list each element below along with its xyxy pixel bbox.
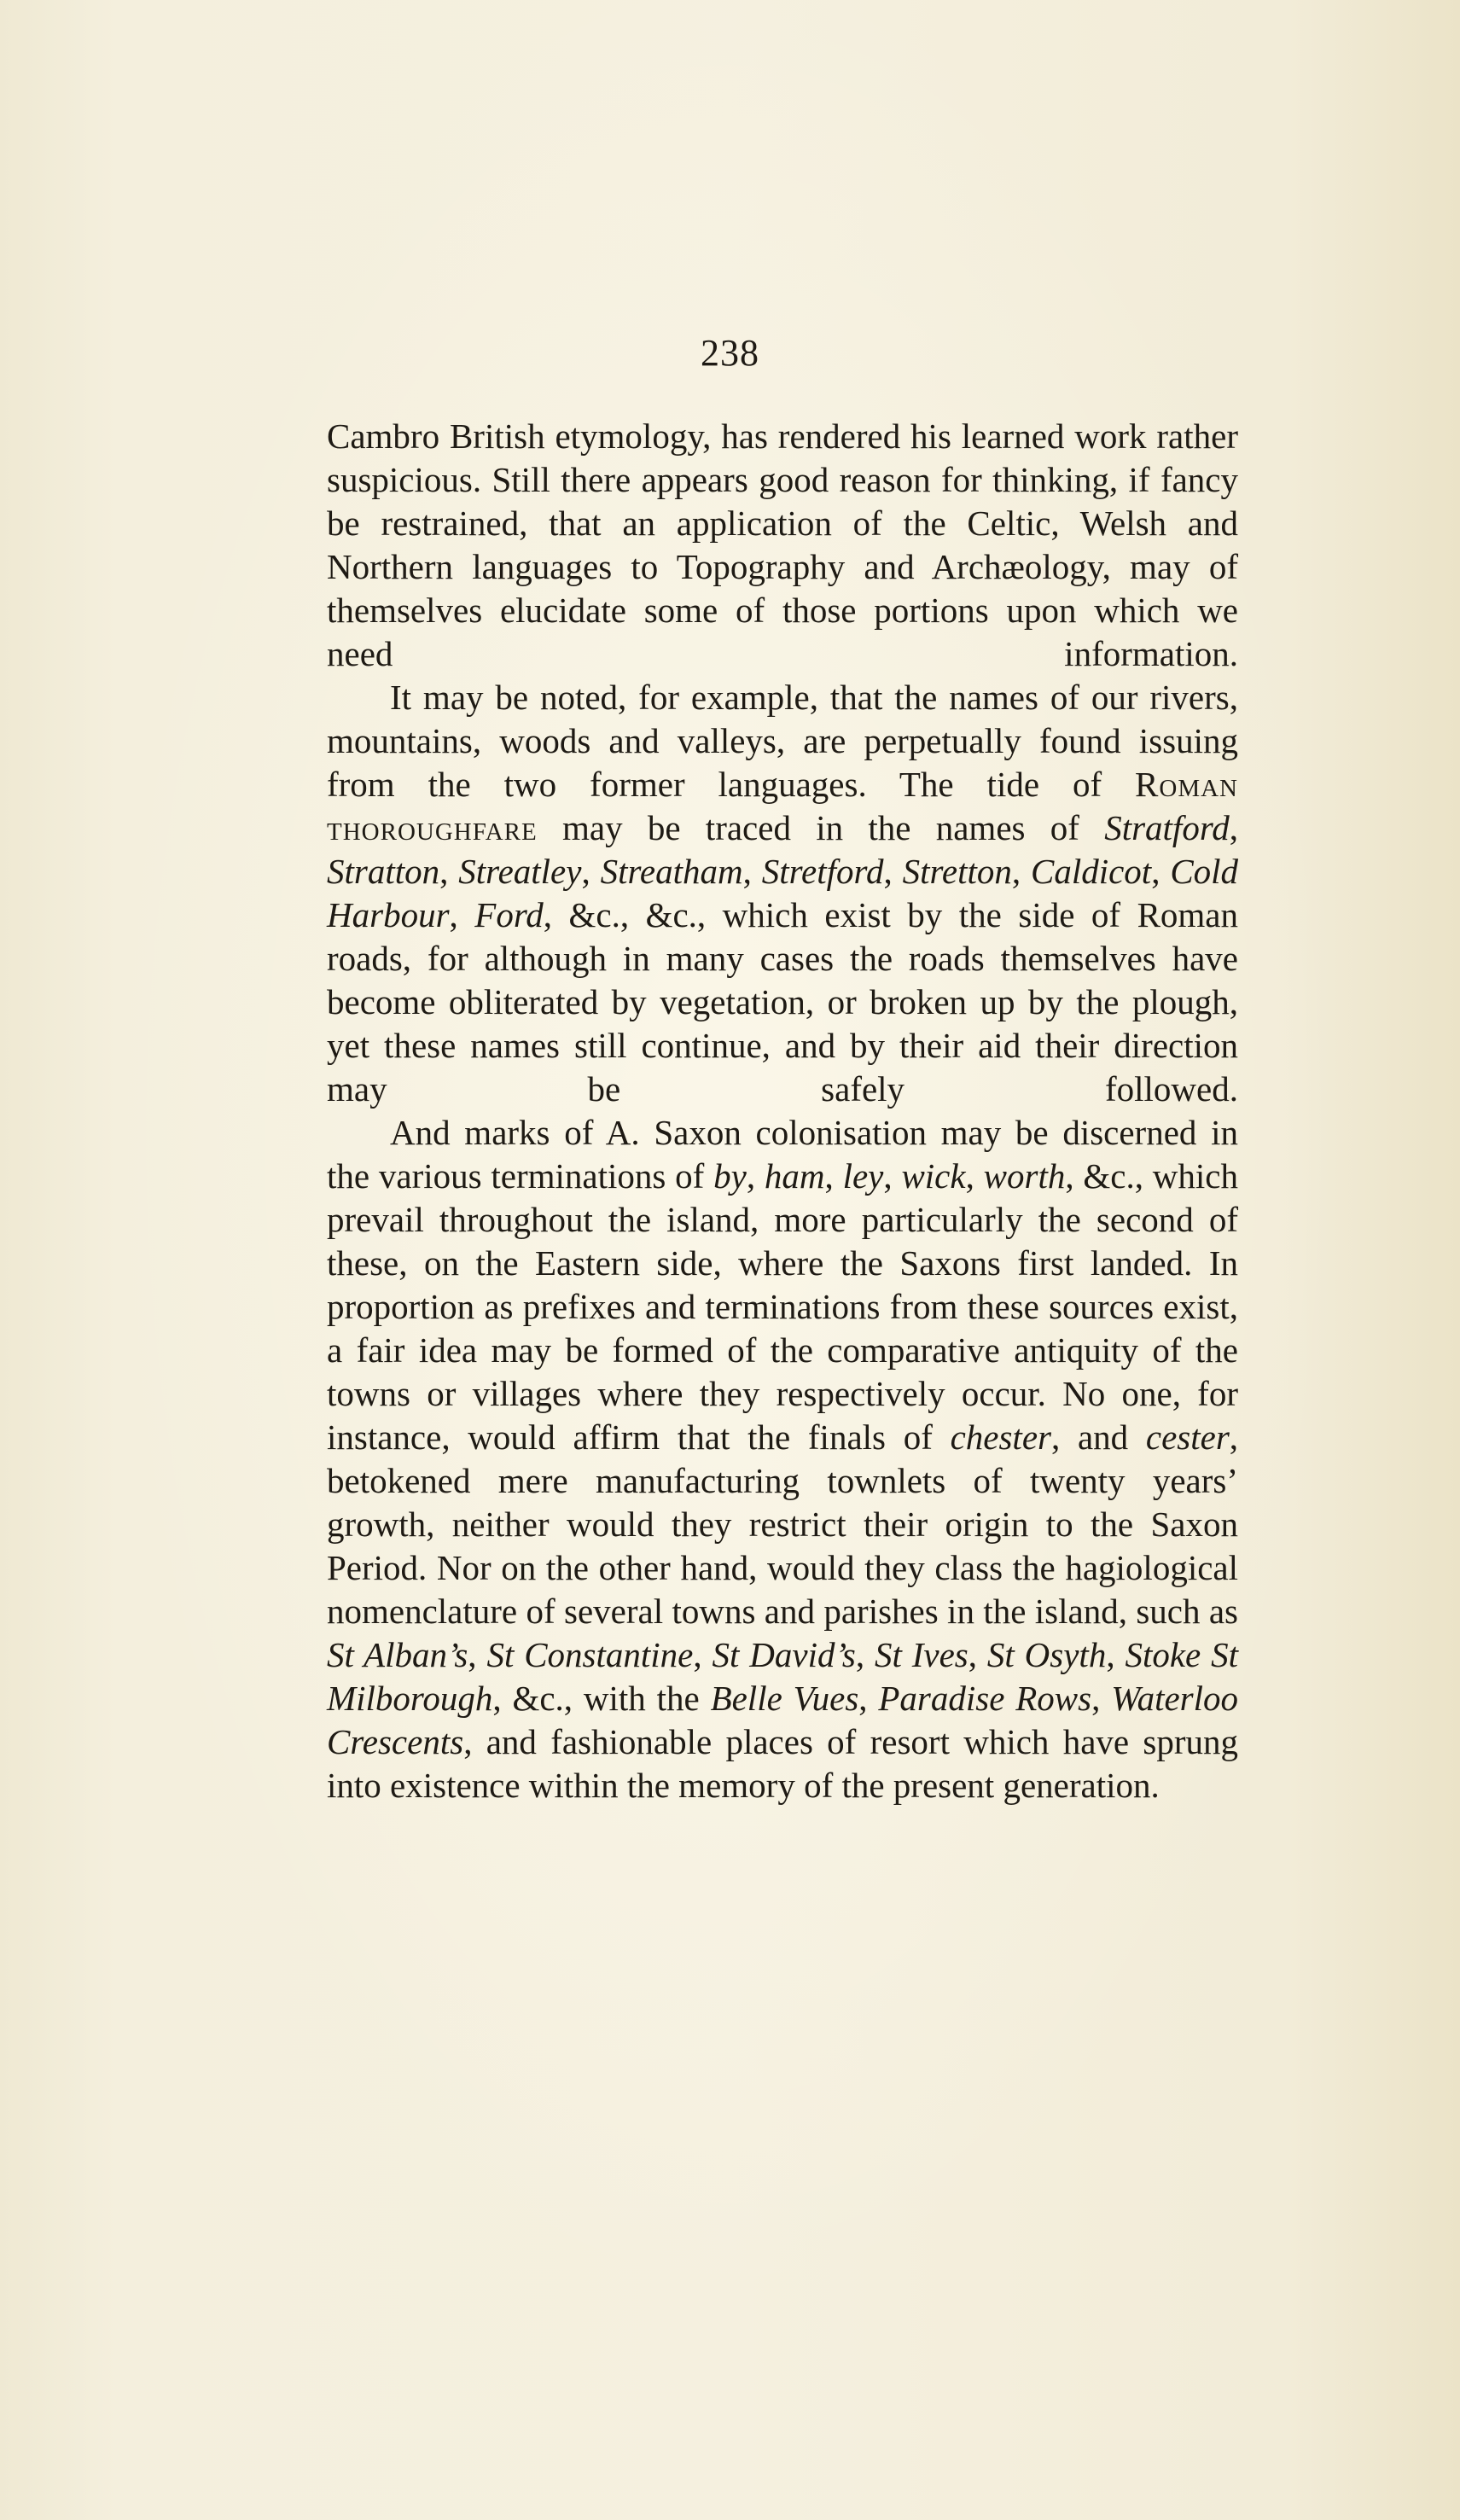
paragraph-3-text-c: betokened mere manufacturing townlets of twenty years’ growth, neither would they restrict their origin to the Saxon Period. Nor on the other hand, would they class the hagiological nomenclature of several towns and parishes in the island, such as [327, 1461, 1238, 1631]
saint-name-italic: St Osyth [986, 1635, 1107, 1674]
paragraph-2-text-b: may be traced in the names of [561, 808, 1079, 847]
paragraph-3: And marks of A. Saxon colonisation may be discerned in the various terminations of by, ham, ley, wick, worth, &c., which prevail throughout the island, more particularly the second of these, on the Eastern side, where the Saxons first landed. In proportion as prefixes and terminations from these sources exist, a fair idea may be formed of the comparative antiquity of the towns or villages where they respectively occur. No one, for instance, would affirm that the finals of chester, and cester, betokened mere manufacturing townlets of twenty years’ growth, neither would they restrict their origin to the Saxon Period. Nor on the other hand, would they class the hagiological nomenclature of several towns and parishes in the island, such as St Alban’s, St Constantine, St David’s, St Ives, St Osyth, Stoke St Milborough, &c., with the Belle Vues, Paradise Rows, Waterloo Crescents, and fashionable places of resort which have sprung into existence within the memory of the present generation. [327, 1113, 1239, 1805]
place-name-italic: Cold Harbour [327, 852, 1239, 934]
place-name-italic: Ford [474, 895, 544, 934]
modern-name-italic: Belle Vues [710, 1679, 859, 1718]
saint-name-italic: St Constantine [486, 1635, 694, 1674]
place-name-italic: Stratford [1104, 808, 1230, 847]
paragraph-3-text-e: and fashionable places of resort which have sprung into existence within the memory of the present generation. [327, 1722, 1238, 1805]
modern-name-italic: Paradise Rows [878, 1679, 1092, 1718]
saint-name-italic: St David’s [712, 1635, 856, 1674]
cester-italic: cester [1145, 1417, 1230, 1457]
termination-italic: by [713, 1156, 747, 1196]
place-name-italic: Stretton [902, 852, 1012, 891]
termination-italic: ham [764, 1156, 825, 1196]
place-name-italic: Caldicot [1030, 852, 1152, 891]
termination-italic: wick [901, 1156, 966, 1196]
termination-italic: ley [842, 1156, 884, 1196]
paragraph-1-text: Cambro British etymology, has rendered his learned work rather suspicious. Still there appears good reason for thinking, if fancy be restrained, that an application of the Celtic, Welsh and Northern languages to Topography and Archæology, may of themselves elucidate some of those portions upon which we need information. [327, 416, 1238, 673]
saint-name-italic: St Ives [874, 1635, 968, 1674]
body-text [327, 415, 1238, 1807]
modern-name-italic: Waterloo Crescents [327, 1679, 1239, 1761]
roman-thoroughfare-smallcaps: Roman thoroughfare [327, 765, 1238, 847]
paragraph-3-text-a: And marks of A. Saxon colonisation may be discerned in the various terminations of [327, 1113, 1238, 1196]
saint-name-italic: St Alban’s [327, 1635, 468, 1674]
place-name-italic: Stretford [761, 852, 884, 891]
paragraph-3-and: and [1077, 1417, 1129, 1457]
page-number: 238 [701, 332, 759, 374]
place-name-italic: Stratton [327, 852, 440, 891]
termination-italic: worth [983, 1156, 1066, 1196]
paragraph-2-text-c: &c., &c., which exist by the side of Roman roads, for although in many cases the roads themselves have become obliterated by vegetation, or broken up by the plough, yet these names still continue, and by their aid their direction may be safely followed. [327, 895, 1238, 1109]
paragraph-1 [327, 415, 1238, 676]
paragraph-2: It may be noted, for example, that the names of our rivers, mountains, woods and valleys, are perpetually found issuing from the two former languages. The tide of Roman thoroughfare may be traced in the names of Stratford, Stratton, Streatley, Streatham, Stretford, Stretton, Caldicot, Cold Harbour, Ford, &c., &c., which exist by the side of Roman roads, for although in many cases the roads themselves have become obliterated by vegetation, or broken up by the plough, yet these names still continue, and by their aid their direction may be safely followed. [327, 678, 1239, 1109]
place-name-italic: Streatham [600, 852, 743, 891]
paragraph-3-text-d: &c., with the [512, 1679, 700, 1718]
paragraph-2-text-a: It may be noted, for example, that the names of our rivers, mountains, woods and valleys, are perpetually found issuing from the two former languages. The tide of [327, 678, 1238, 804]
chester-italic: chester [950, 1417, 1051, 1457]
place-name-italic: Streatley [458, 852, 582, 891]
paragraph-3-text-b: &c., which prevail throughout the island, more particularly the second of these, on the Eastern side, where the Saxons first landed. In proportion as prefixes and terminations from these sources exist, a fair idea may be formed of the comparative antiquity of the towns or villages where they respectively occur. No one, for instance, would affirm that the finals of [327, 1156, 1239, 1457]
saint-name-italic: Stoke St Milborough [327, 1635, 1239, 1718]
